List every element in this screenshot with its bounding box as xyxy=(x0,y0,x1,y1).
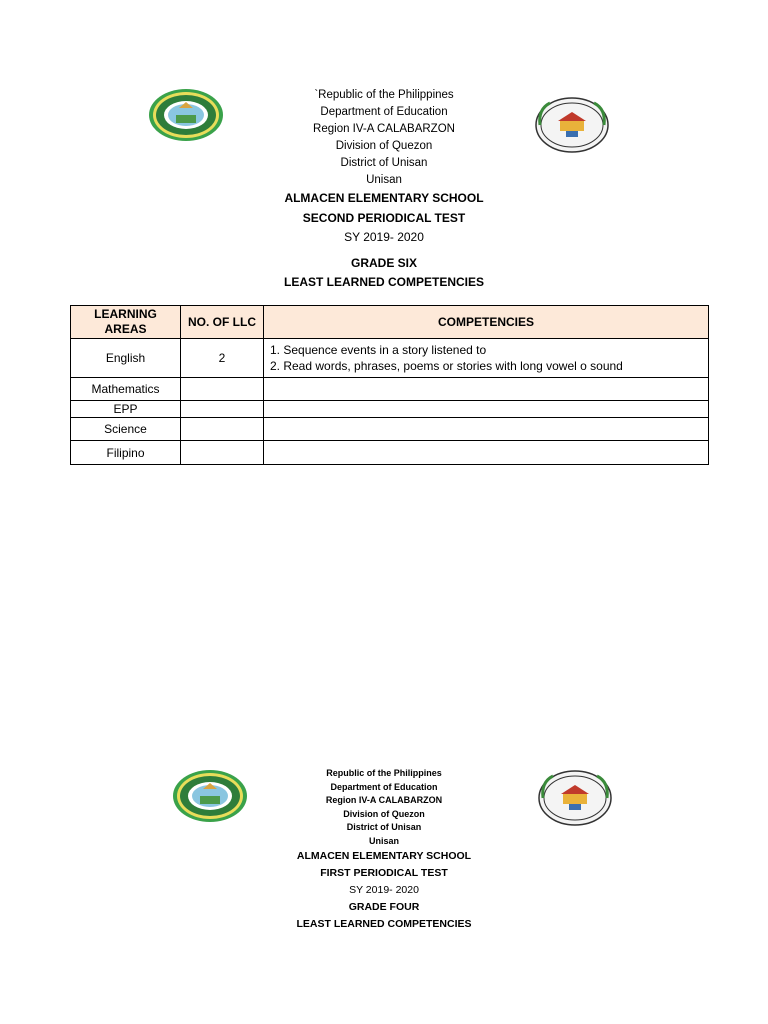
table-row xyxy=(71,418,709,441)
llc-count-cell xyxy=(181,441,264,465)
grade-level: GRADE SIX xyxy=(350,255,417,270)
school-name: ALMACEN ELEMENTARY SCHOOL xyxy=(296,850,472,862)
area-cell: EPP xyxy=(71,401,181,418)
competencies-cell xyxy=(264,441,709,465)
competencies-cell xyxy=(264,401,709,418)
area-cell: Filipino xyxy=(71,441,181,465)
header-no-of-llc: NO. OF LLC xyxy=(181,306,264,339)
table-row xyxy=(71,441,709,465)
district-line: District of Unisan xyxy=(346,822,422,832)
department-line: Department of Education xyxy=(320,106,448,118)
document-title: LEAST LEARNED COMPETENCIES xyxy=(283,275,484,289)
competencies-cell xyxy=(264,418,709,441)
table-row xyxy=(71,401,709,418)
llc-table xyxy=(70,305,709,465)
header-competencies: COMPETENCIES xyxy=(264,306,709,339)
table-row xyxy=(71,378,709,401)
area-cell: Science xyxy=(71,418,181,441)
llc-count-cell: 2 xyxy=(181,339,264,378)
division-line: Division of Quezon xyxy=(343,808,425,819)
competency-item: 1. Sequence events in a story listened to xyxy=(270,343,487,357)
region-line: Region IV-A CALABARZON xyxy=(325,795,443,805)
llc-count-cell xyxy=(181,378,264,401)
table-row xyxy=(71,339,709,378)
republic-line: Republic of the Philippines xyxy=(326,768,442,778)
document-title: LEAST LEARNED COMPETENCIES xyxy=(296,918,472,930)
header-top xyxy=(0,87,768,293)
header-learning-areas: LEARNING AREAS xyxy=(71,306,181,339)
area-cell: English xyxy=(71,339,181,378)
llc-count-cell xyxy=(181,401,264,418)
town-line: Unisan xyxy=(366,174,402,186)
competency-item: 2. Read words, phrases, poems or stories with long vowel o sound xyxy=(270,359,623,373)
division-line: Division of Quezon xyxy=(335,140,433,152)
llc-count-cell xyxy=(181,418,264,441)
republic-line: `Republic of the Philippines xyxy=(314,89,454,101)
grade-level: GRADE FOUR xyxy=(348,901,420,913)
region-line: Region IV-A CALABARZON xyxy=(313,123,455,135)
school-year: SY 2019- 2020 xyxy=(349,884,419,896)
table-header-row xyxy=(71,306,709,339)
area-cell: Mathematics xyxy=(71,378,181,401)
school-name: ALMACEN ELEMENTARY SCHOOL xyxy=(284,191,484,205)
test-name: FIRST PERIODICAL TEST xyxy=(320,867,448,879)
test-name: SECOND PERIODICAL TEST xyxy=(302,210,466,225)
competencies-cell xyxy=(264,339,709,378)
school-year: SY 2019- 2020 xyxy=(344,230,424,244)
competencies-cell xyxy=(264,378,709,401)
town-line: Unisan xyxy=(368,835,399,846)
header-bottom xyxy=(0,767,768,933)
district-line: District of Unisan xyxy=(340,157,428,169)
department-line: Department of Education xyxy=(330,781,438,792)
